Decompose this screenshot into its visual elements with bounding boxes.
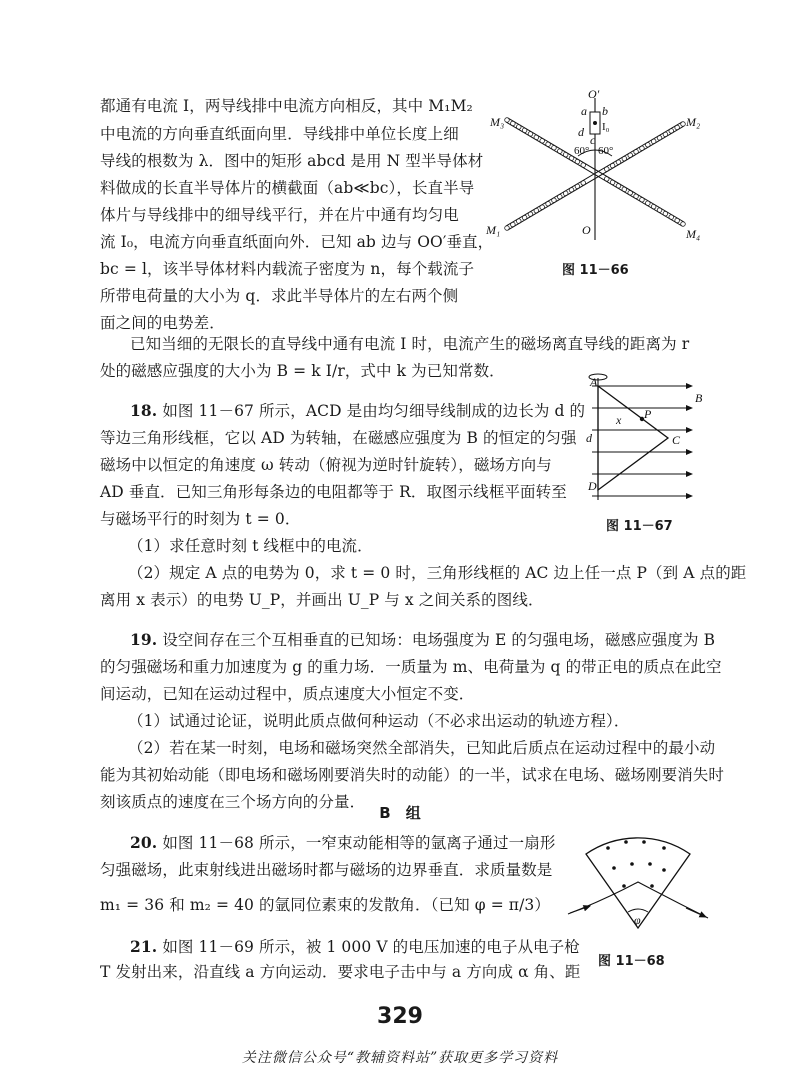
section-heading: B 组 [379, 804, 421, 822]
label-D: D [588, 479, 597, 493]
wire-dot [534, 208, 539, 213]
wire-dot [604, 167, 609, 172]
wire-dot [616, 160, 621, 165]
text-line: T 发射出来，沿直线 a 方向运动．要求电子击中与 a 方向成 α 角、距 [100, 963, 581, 981]
wire-dot [522, 215, 527, 220]
label-phi: φ [634, 913, 641, 927]
wire-dot [511, 222, 516, 227]
wire-dot [516, 219, 521, 224]
label-I0: I₀ [602, 121, 610, 133]
figure-11-66 [478, 88, 708, 268]
wire-dot [546, 201, 551, 206]
wire-dot [675, 125, 680, 130]
wire-dot [640, 146, 645, 151]
wire-dot [575, 184, 580, 189]
wire-dot [663, 132, 668, 137]
wire-dot [622, 187, 627, 192]
label-O: O [582, 223, 591, 237]
wire-dot [552, 198, 557, 203]
label-C: C [672, 433, 681, 447]
wire-dot [646, 201, 651, 206]
wire-dot [669, 129, 674, 134]
label-d: d [586, 431, 592, 445]
text-line: 料做成的长直半导体片的横截面（ab≪bc），长直半导 [100, 179, 475, 197]
wire-dot [634, 194, 639, 199]
wire-dot [604, 177, 609, 182]
question-text: 如图 11－68 所示，一窄束动能相等的氩离子通过一扇形 [162, 834, 556, 852]
wire-dot [616, 184, 621, 189]
text-line: 中电流的方向垂直纸面向里．导线排中单位长度上细 [100, 125, 459, 143]
wire-dot [681, 122, 686, 127]
question-text: 如图 11－67 所示，ACD 是由均匀细导线制成的边长为 d 的 [162, 402, 586, 420]
wire-dot [528, 132, 533, 137]
wire-dot [640, 197, 645, 202]
label-B: B [695, 391, 703, 405]
wire-dot [540, 205, 545, 210]
question-20-line [130, 833, 555, 853]
label-P: P [644, 407, 652, 421]
question-number: 18. [130, 401, 158, 420]
wire-dot [505, 226, 510, 231]
text-line: 都通有电流 I，两导线排中电流方向相反，其中 M₁M₂ [100, 97, 473, 115]
wire-dot [646, 143, 651, 148]
label-b: b [602, 104, 608, 118]
wire-dot [669, 215, 674, 220]
label-M3: M₃ [490, 115, 505, 129]
label-A: A [590, 375, 598, 389]
text-line: 面之间的电势差． [100, 314, 225, 332]
sub-question: （2）规定 A 点的电势为 0，求 t = 0 时，三角形线框的 AC 边上任一点 P（到 A 点的距 [128, 564, 747, 582]
question-text: 如图 11－69 所示，被 1 000 V 的电压加速的电子从电子枪 [162, 938, 580, 956]
sub-question: （1）求任意时刻 t 线框中的电流． [128, 537, 373, 555]
wire-dot [610, 180, 615, 185]
caption-fig-11-66: 图 11－66 [562, 263, 629, 278]
sub-question: （2）若在某一时刻，电场和磁场突然全部消失，已知此后质点在运动过程中的最小动 [128, 739, 716, 757]
text-line: 等边三角形线框，它以 AD 为转轴，在磁感应强度为 B 的恒定的匀强 [100, 429, 577, 447]
wire-dot [681, 222, 686, 227]
text-line: 离用 x 表示）的电势 U_P，并画出 U_P 与 x 之间关系的图线． [100, 591, 544, 609]
wire-dot [581, 181, 586, 186]
wire-dot [516, 125, 521, 130]
wire-dot [657, 208, 662, 213]
wire-dot [663, 211, 668, 216]
wire-dot [558, 149, 563, 154]
text-line: 刻该质点的速度在三个场方向的分量． [100, 793, 366, 811]
text-line: 所带电荷量的大小为 q．求此半导体片的左右两个侧 [100, 287, 459, 305]
wire-dot [569, 188, 574, 193]
wire-dot [622, 156, 627, 161]
field-dots [606, 840, 666, 888]
sub-question: （1）试通过论证，说明此质点做何种运动（不必求出运动的轨迹方程）． [128, 712, 630, 730]
wire-dot [651, 204, 656, 209]
wire-dot [534, 135, 539, 140]
label-angle-right: 60° [598, 145, 614, 157]
wire-dot [581, 163, 586, 168]
text-line: 间运动，已知在运动过程中，质点速度大小恒定不变． [100, 685, 475, 703]
question-19-line [130, 630, 715, 650]
wire-dot [575, 159, 580, 164]
footer-note: 关注微信公众号“教辅资料站”获取更多学习资料 [241, 1050, 559, 1066]
text-line: 体片与导线排中的细导线平行，并在片中通有均匀电 [100, 206, 459, 224]
label-O-prime: O′ [588, 87, 600, 101]
question-number: 20. [130, 833, 158, 852]
wire-dot [634, 149, 639, 154]
wire-dot [657, 136, 662, 141]
wire-dot [675, 218, 680, 223]
label-d: d [578, 125, 584, 139]
wire-dot [651, 139, 656, 144]
caption-fig-11-68: 图 11－68 [598, 954, 665, 969]
text-line: bc = l，该半导体材料内载流子密度为 n，每个载流子 [100, 260, 475, 278]
wire-dot [628, 153, 633, 158]
text-line: 的匀强磁场和重力加速度为 g 的重力场．一质量为 m、电荷量为 q 的带正电的质点在此空 [100, 658, 722, 676]
text-line: 能为其初始动能（即电场和磁场刚要消失时的动能）的一半，试求在电场、磁场刚要消失时 [100, 766, 725, 784]
text-line: 匀强磁场，此束射线进出磁场时都与磁场的边界垂直．求质量数是 [100, 861, 553, 879]
wire-dot [522, 128, 527, 133]
text-line: 导线的根数为 λ．图中的矩形 abcd 是用 N 型半导体材 [100, 152, 484, 170]
question-text: 设空间存在三个互相垂直的已知场：电场强度为 E 的匀强电场，磁感应强度为 B [162, 631, 716, 649]
label-x: x [616, 413, 622, 427]
label-a: a [581, 104, 587, 118]
wire-dot [558, 195, 563, 200]
label-M4: M₄ [686, 227, 701, 241]
question-21-line [130, 937, 580, 957]
wire-dot [563, 152, 568, 157]
label-M1: M₁ [486, 223, 501, 237]
label-c: c [590, 133, 596, 147]
wire-dot [528, 212, 533, 217]
question-number: 21. [130, 937, 158, 956]
wire-dot [563, 191, 568, 196]
wire-dot [540, 139, 545, 144]
wire-dot [610, 163, 615, 168]
text-line: 与磁场平行的时刻为 t = 0． [100, 510, 301, 528]
figure-11-67 [582, 372, 712, 502]
text-line: AD 垂直．已知三角形每条边的电阻都等于 R．取图示线框平面转至 [100, 483, 567, 501]
caption-fig-11-67: 图 11－67 [606, 519, 673, 534]
question-number: 19. [130, 630, 158, 649]
question-18-line [130, 401, 585, 421]
page-number: 329 [377, 1004, 423, 1029]
text-line: 磁场中以恒定的角速度 ω 转动（俯视为逆时针旋转），磁场方向与 [100, 456, 552, 474]
wire-dot [552, 145, 557, 150]
label-M2: M₂ [686, 115, 701, 129]
text-line: 处的磁感应强度的大小为 B = k I/r，式中 k 为已知常数． [100, 362, 505, 380]
figure-11-68 [568, 820, 708, 938]
wire-dot [628, 191, 633, 196]
wire-dot [546, 142, 551, 147]
text-line: m₁ = 36 和 m₂ = 40 的氩同位素束的发散角．（已知 φ = π/3） [100, 896, 550, 914]
wire-dot [505, 118, 510, 123]
wire-dot [511, 121, 516, 126]
text-line: 流 I₀，电流方向垂直纸面向外．已知 ab 边与 OO′垂直， [100, 233, 494, 251]
text-line: 已知当细的无限长的直导线中通有电流 I 时，电流产生的磁场离直导线的距离为 r [130, 335, 690, 353]
label-angle-left: 60° [574, 145, 590, 157]
